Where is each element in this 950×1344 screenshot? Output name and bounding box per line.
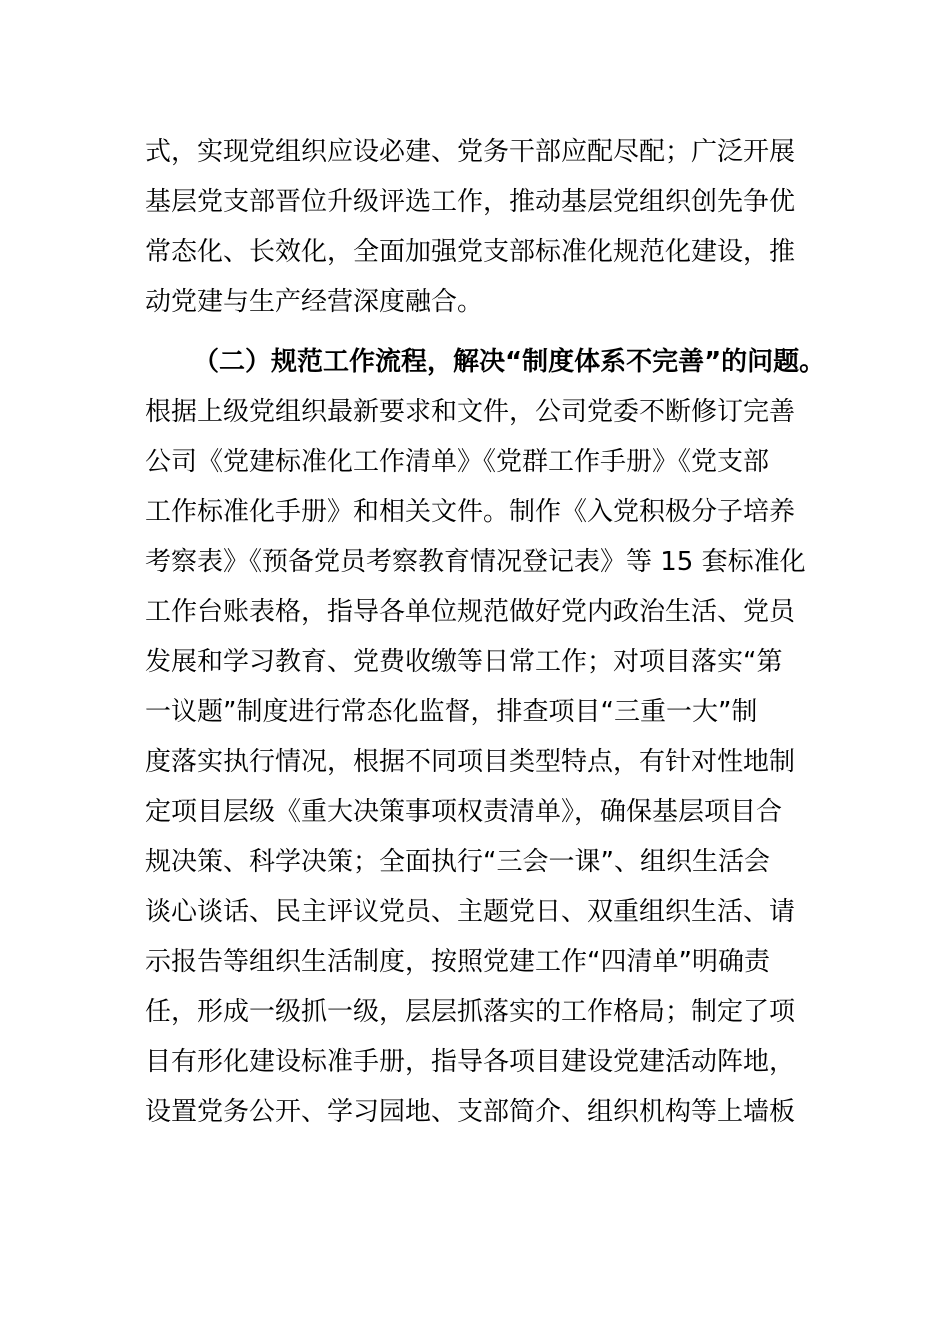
text-line: 谈心谈话、民主评议党员、主题党日、双重组织生活、请 <box>145 897 796 927</box>
text-line: 基层党支部晋位升级评选工作，推动基层党组织创先争优 <box>145 187 796 217</box>
text-line: 一议题”制度进行常态化监督，排查项目“三重一大”制 <box>145 697 758 727</box>
section-heading-block <box>145 337 845 387</box>
text-line: 动党建与生产经营深度融合。 <box>145 287 484 317</box>
text-line: 设置党务公开、学习园地、支部简介、组织机构等上墙板 <box>145 1097 796 1127</box>
text-line: 工作台账表格，指导各单位规范做好党内政治生活、党员 <box>145 597 796 627</box>
text-line: 示报告等组织生活制度，按照党建工作“四清单”明确责 <box>145 947 770 977</box>
paragraph-1 <box>145 127 825 327</box>
text-line: 式，实现党组织应设必建、党务干部应配尽配；广泛开展 <box>145 137 796 167</box>
text-line: 根据上级党组织最新要求和文件，公司党委不断修订完善 <box>145 397 796 427</box>
text-line: 度落实执行情况，根据不同项目类型特点，有针对性地制 <box>145 747 796 777</box>
text-line: 定项目层级《重大决策事项权责清单》，确保基层项目合 <box>145 797 783 827</box>
text-line: 公司《党建标准化工作清单》《党群工作手册》《党支部 <box>145 447 770 477</box>
text-line: 规决策、科学决策；全面执行“三会一课”、组织生活会 <box>145 847 770 877</box>
text-line: 考察表》《预备党员考察教育情况登记表》等 15 套标准化 <box>145 547 806 577</box>
text-line: 常态化、长效化，全面加强党支部标准化规范化建设，推 <box>145 237 796 267</box>
text-line: 目有形化建设标准手册，指导各项目建设党建活动阵地， <box>145 1047 796 1077</box>
text-line: 任，形成一级抓一级，层层抓落实的工作格局；制定了项 <box>145 997 796 1027</box>
section-heading: （二）规范工作流程，解决“制度体系不完善”的问题。 <box>193 347 826 377</box>
paragraph-2 <box>145 387 825 1137</box>
text-line: 发展和学习教育、党费收缴等日常工作；对项目落实“第 <box>145 647 783 677</box>
text-line: 工作标准化手册》和相关文件。制作《入党积极分子培养 <box>145 497 796 527</box>
